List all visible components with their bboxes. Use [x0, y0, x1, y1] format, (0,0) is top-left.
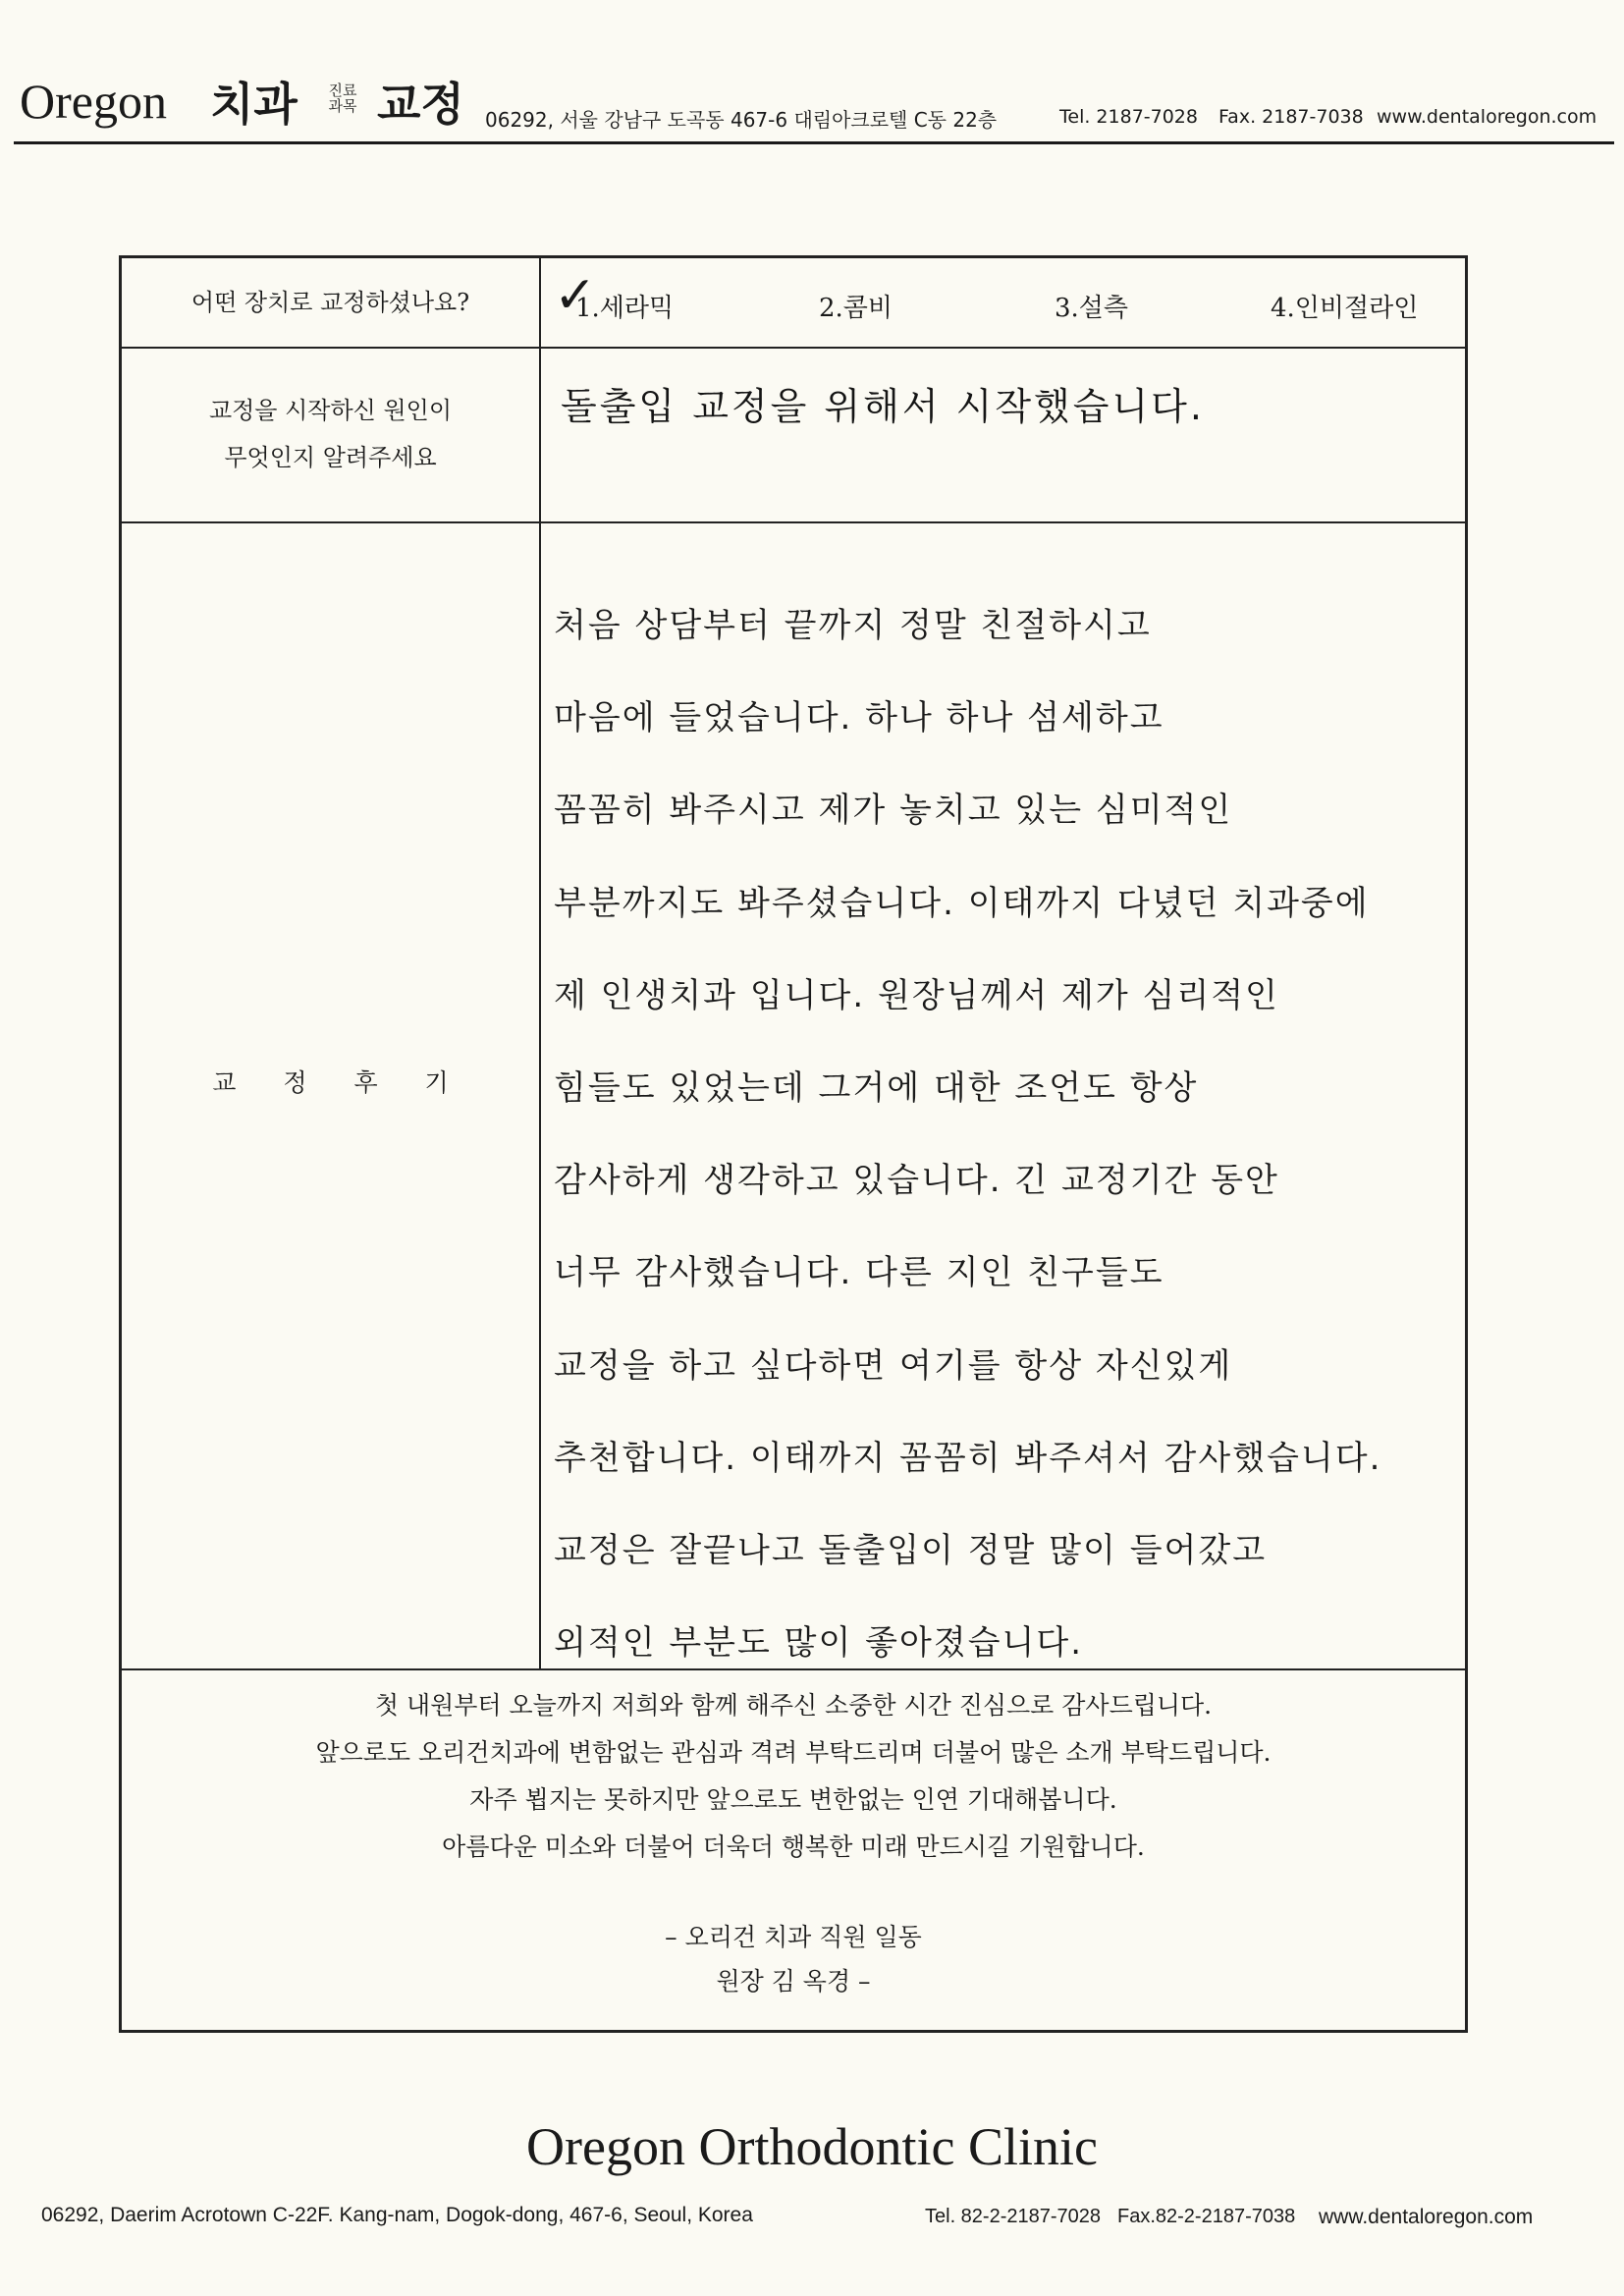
footer-tel: Tel. 82-2-2187-7028: [925, 2206, 1102, 2227]
review-line: 처음 상담부터 끝까지 정말 친절하시고: [554, 606, 1152, 645]
question-reason-label-line1: 교정을 시작하신 원인이: [208, 397, 453, 424]
review-line: 교정을 하고 싶다하면 여기를 항상 자신있게: [554, 1345, 1233, 1386]
option-combi: 2.콤비: [819, 294, 893, 323]
review-line: 꼼꼼히 봐주시고 제가 놓치고 있는 심미적인: [554, 791, 1233, 831]
option-invisalign: 4.인비절라인: [1271, 294, 1419, 323]
row-divider: [122, 521, 1465, 523]
header-tel: Tel. 2187-7028: [1059, 106, 1198, 128]
review-label: 교 정 후 기: [212, 1068, 449, 1097]
letterhead: [14, 65, 1614, 143]
clinic-name-en: Oregon: [20, 74, 167, 129]
footer-website: www.dentaloregon.com: [1319, 2206, 1534, 2228]
header-address: 06292, 서울 강남구 도곡동 467-6 대림아크로텔 C동 22층: [485, 108, 998, 132]
signature-director: 원장 김 옥경 –: [716, 1967, 871, 1995]
review-line: 감사하게 생각하고 있습니다. 긴 교정기간 동안: [554, 1161, 1279, 1201]
footer-fax: Fax.82-2-2187-7038: [1117, 2206, 1296, 2227]
clinic-subject-label: 진료 과목: [328, 82, 357, 115]
thanks-line: 첫 내원부터 오늘까지 저희와 함께 해주신 소중한 시간 진심으로 감사드립니다.: [374, 1691, 1213, 1720]
review-line: 제 인생치과 입니다. 원장님께서 제가 심리적인: [554, 975, 1279, 1015]
reason-answer: 돌출입 교정을 위해서 시작했습니다.: [561, 385, 1205, 428]
review-line: 너무 감사했습니다. 다른 지인 친구들도: [554, 1253, 1164, 1293]
thanks-line: 아름다운 미소와 더불어 더욱더 행복한 미래 만드시길 기원합니다.: [442, 1832, 1145, 1861]
review-text: [554, 579, 1467, 1689]
row-divider: [122, 347, 1465, 349]
question-appliance-label: 어떤 장치로 교정하셨나요?: [190, 289, 470, 316]
question-reason-label-line2: 무엇인지 알려주세요: [224, 444, 437, 471]
clinic-name-ko: 치과: [210, 78, 298, 131]
review-form: [119, 255, 1468, 2033]
option-lingual: 3.설측: [1055, 294, 1129, 323]
review-line: 교정은 잘끝나고 돌출입이 정말 많이 들어갔고: [554, 1530, 1268, 1570]
review-line: 마음에 들었습니다. 하나 하나 섬세하고: [554, 698, 1164, 738]
thanks-line: 앞으로도 오리건치과에 변함없는 관심과 격려 부탁드리며 더불어 많은 소개 부탁드립니다.: [315, 1738, 1272, 1767]
clinic-title-footer: Oregon Orthodontic Clinic: [526, 2117, 1098, 2176]
option-ceramic: 1.세라믹: [575, 294, 675, 323]
clinic-specialty: 교정: [377, 78, 464, 131]
thank-you-message: [122, 1682, 1465, 1871]
checkmark-icon: ✓: [554, 266, 597, 325]
header-fax: Fax. 2187-7038: [1218, 106, 1364, 128]
review-line: 부분까지도 봐주셨습니다. 이태까지 다녔던 치과중에: [554, 883, 1370, 923]
header-divider: [14, 141, 1614, 144]
column-divider: [539, 258, 541, 1670]
thanks-line: 자주 뵙지는 못하지만 앞으로도 변한없는 인연 기대해봅니다.: [469, 1785, 1117, 1814]
review-line: 외적인 부분도 많이 좋아졌습니다.: [554, 1623, 1084, 1664]
review-line: 힘들도 있었는데 그거에 대한 조언도 항상: [554, 1067, 1199, 1108]
header-website: www.dentaloregon.com: [1377, 106, 1597, 128]
review-line: 추천합니다. 이태까지 꼼꼼히 봐주셔서 감사했습니다.: [554, 1438, 1382, 1478]
signature-staff: – 오리건 치과 직원 일동: [665, 1923, 922, 1951]
footer-address: 06292, Daerim Acrotown C-22F. Kang-nam, Dogok-dong, 467-6, Seoul, Korea: [41, 2204, 753, 2226]
